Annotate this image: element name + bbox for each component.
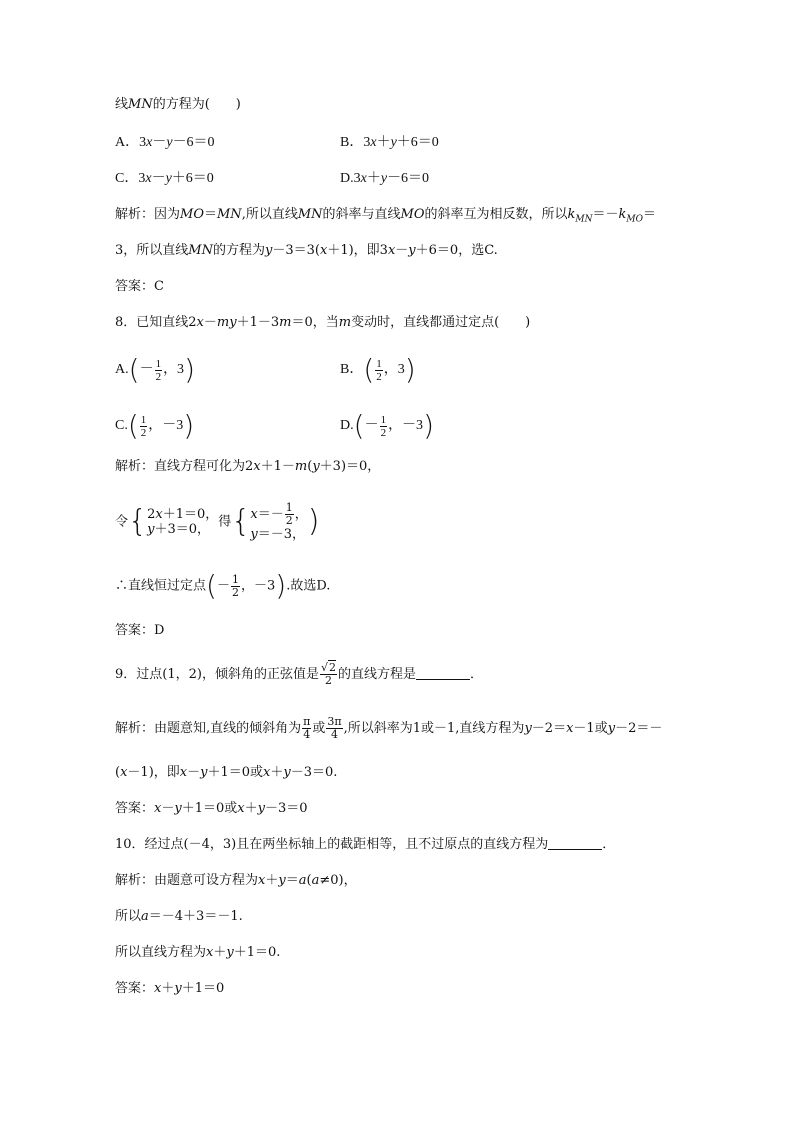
q8-analysis-line3: ∴直线恒过定点(－ $\frac{1}{2}$ ，－3).故选D. (115, 569, 331, 602)
q8-option-d: D.(－ $\frac{1}{2}$ ，－3) (340, 409, 434, 442)
q8-option-b: B．( $\frac{1}{2}$ ，3) (340, 353, 416, 386)
q9-analysis-line2: (x－1)，即x－y＋1＝0或x＋y－3＝0. (115, 765, 338, 780)
prev-option-c: C．3x－y＋6＝0 (115, 171, 214, 186)
q9-stem: 9．过点(1，2)，倾斜角的正弦值是 $\frac{√2}{2}$ 的直线方程是 ． (115, 661, 484, 687)
q10-analysis-line3: 所以直线方程为x＋y＋1＝0. (115, 945, 281, 960)
q8-option-a: A.(－ $\frac{1}{2}$ ，3) (115, 353, 195, 386)
q10-answer: 答案：x＋y＋1＝0 (115, 981, 225, 996)
prev-analysis-line2: 3，所以直线MN的方程为y－3＝3(x＋1)，即3x－y＋6＝0，选C. (115, 243, 498, 258)
q8-answer: 答案：D (115, 623, 165, 638)
prev-option-d: D.3x＋y－6＝0 (340, 171, 430, 186)
q8-analysis-system: 令{2x＋1＝0， y＋3＝0， 得{x＝－ $\frac{1}{2}$ ， y＝－3，) (115, 501, 320, 542)
q8-stem: 8．已知直线2x－my＋1－3m＝0，当m变动时，直线都通过定点( ) (115, 315, 531, 330)
prev-stem-tail: 线MN的方程为( ) (115, 97, 241, 112)
prev-analysis-line1: 解析：因为MO＝MN,所以直线MN的斜率与直线MO的斜率互为相反数，所以$k_{MN}=-k_{MO}=$ (115, 207, 657, 225)
q10-analysis-line2: 所以a＝－4＋3＝－1. (115, 909, 243, 924)
q10-stem: 10．经过点(－4，3)且在两坐标轴上的截距相等，且不过原点的直线方程为 ． (115, 837, 616, 852)
q8-option-c: C.( $\frac{1}{2}$ ，－3) (115, 409, 195, 442)
q9-answer: 答案：x－y＋1＝0或x＋y－3＝0 (115, 801, 308, 816)
q8-analysis-line1: 解析：直线方程可化为2x＋1－m(y＋3)＝0， (115, 459, 381, 474)
prev-option-b: B．3x＋y＋6＝0 (340, 135, 439, 150)
prev-option-a: A．3x－y－6＝0 (115, 135, 215, 150)
q9-analysis-line1: 解析：由题意知,直线的倾斜角为 $\frac{\pi}{4}$ 或 $\frac{3\pi}{4}$ ,所以斜率为1或－1,直线方程为y－2＝x－1或y－2＝－ (115, 715, 663, 741)
prev-answer: 答案：C (115, 279, 164, 294)
q10-analysis-line1: 解析：由题意可设方程为x＋y＝a(a≠0)， (115, 873, 357, 888)
